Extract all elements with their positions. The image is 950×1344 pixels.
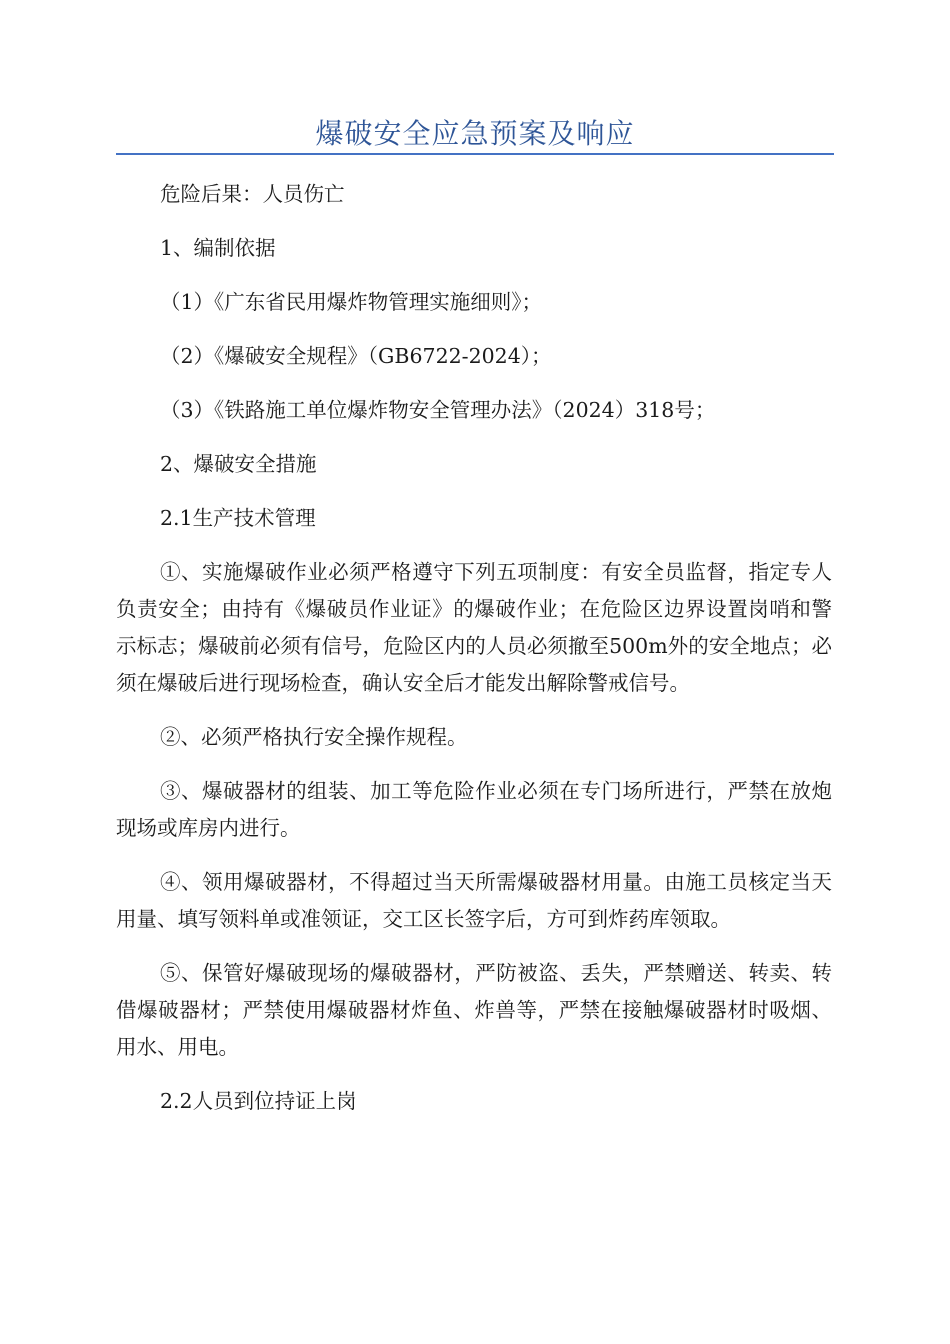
document-body	[116, 176, 832, 1120]
heading-personnel-certified: 2.2人员到位持证上岗	[160, 1089, 357, 1113]
title-underline	[116, 153, 834, 155]
list-item-basis-3: （3）《铁路施工单位爆炸物安全管理办法》（2024）318号；	[160, 398, 716, 422]
paragraph-measure-2: ②、必须严格执行安全操作规程。	[160, 725, 468, 749]
heading-production-technical-management: 2.1生产技术管理	[160, 506, 316, 530]
paragraph-measure-1: ①、实施爆破作业必须严格遵守下列五项制度：有安全员监督，指定专人负责安全；由持有《爆破员作业证》的爆破作业；在危险区边界设置岗哨和警示标志；爆破前必须有信号，危险区内的人员必须撤至500m外的安全地点；必须在爆破后进行现场检查，确认安全后才能发出解除警戒信号。	[116, 560, 832, 695]
paragraph-hazard-consequence: 危险后果：人员伤亡	[160, 182, 345, 206]
paragraph-measure-3: ③、爆破器材的组装、加工等危险作业必须在专门场所进行，严禁在放炮现场或库房内进行。	[116, 779, 832, 840]
list-item-basis-2: （2）《爆破安全规程》（GB6722-2024）；	[160, 344, 552, 368]
document-title: 爆破安全应急预案及响应	[315, 117, 635, 150]
heading-blasting-safety-measures: 2、爆破安全措施	[160, 452, 317, 476]
heading-compilation-basis: 1、编制依据	[160, 236, 276, 260]
paragraph-measure-5: ⑤、保管好爆破现场的爆破器材，严防被盗、丢失，严禁赠送、转卖、转借爆破器材；严禁使用爆破器材炸鱼、炸兽等，严禁在接触爆破器材时吸烟、用水、用电。	[116, 961, 832, 1059]
paragraph-measure-4: ④、领用爆破器材，不得超过当天所需爆破器材用量。由施工员核定当天用量、填写领料单或准领证，交工区长签字后，方可到炸药库领取。	[116, 870, 832, 931]
list-item-basis-1: （1）《广东省民用爆炸物管理实施细则》；	[160, 290, 543, 314]
